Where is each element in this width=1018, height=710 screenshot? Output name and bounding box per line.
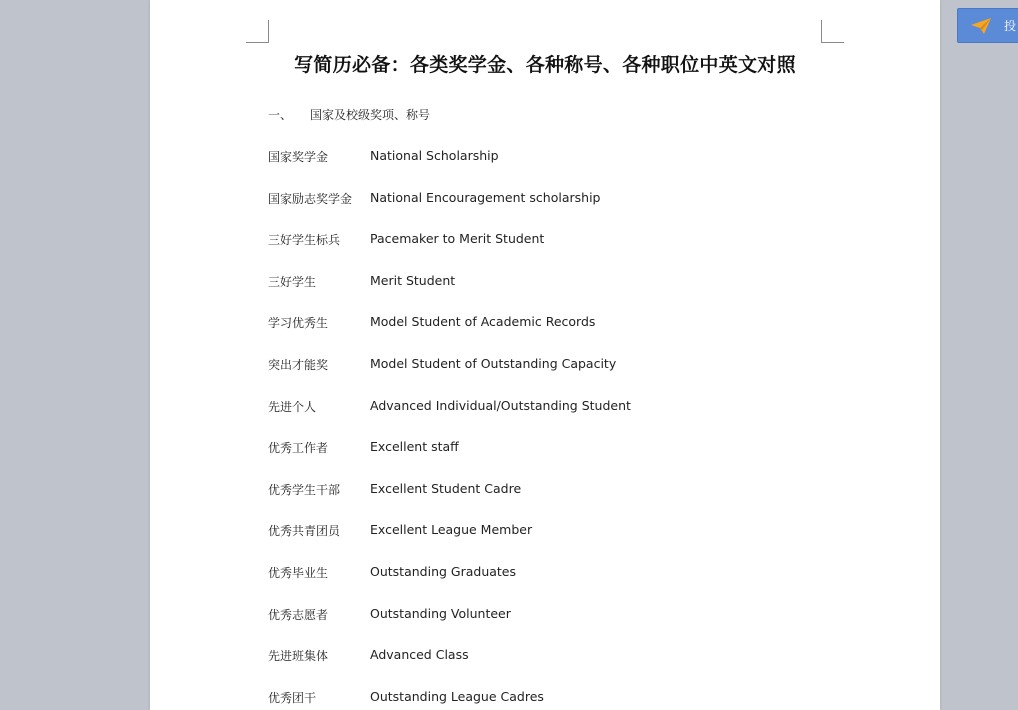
- english-term: Excellent League Member: [370, 522, 533, 538]
- list-item: [268, 564, 828, 606]
- chinese-term: 国家奖学金: [268, 150, 329, 164]
- document-title: 写简历必备：各类奖学金、各种称号、各种职位中英文对照: [294, 54, 796, 76]
- english-term: Excellent staff: [370, 439, 459, 455]
- english-term: Model Student of Academic Records: [370, 314, 596, 330]
- english-term: Model Student of Outstanding Capacity: [370, 355, 617, 371]
- translation-list: [268, 148, 828, 710]
- list-item: [268, 273, 828, 315]
- list-item: [268, 522, 828, 564]
- margin-corner-top-left: [246, 20, 269, 43]
- list-item: [268, 356, 828, 398]
- chinese-term: 优秀团干: [268, 690, 317, 705]
- list-item: [268, 481, 828, 523]
- english-term: Outstanding Volunteer: [370, 605, 511, 621]
- chinese-term: 先进个人: [268, 399, 317, 414]
- english-term: Outstanding Graduates: [370, 563, 517, 579]
- paper-plane-icon: [970, 17, 992, 35]
- list-item: [268, 606, 828, 648]
- submit-label: 投: [1004, 19, 1017, 33]
- list-item: [268, 190, 828, 232]
- english-term: National Encouragement scholarship: [370, 189, 601, 205]
- list-item: [268, 148, 828, 190]
- section-heading: [268, 106, 430, 123]
- english-term: Excellent Student Cadre: [370, 480, 522, 496]
- chinese-term: 突出才能奖: [268, 357, 329, 372]
- list-item: [268, 398, 828, 440]
- list-item: [268, 231, 828, 273]
- chinese-term: 三好学生: [268, 274, 317, 289]
- chinese-term: 优秀工作者: [268, 441, 329, 456]
- chinese-term: 优秀毕业生: [268, 565, 329, 580]
- list-item: [268, 314, 828, 356]
- english-term: Outstanding League Cadres: [370, 688, 544, 704]
- english-term: Advanced Individual/Outstanding Student: [370, 397, 631, 413]
- section-number: 一、: [268, 108, 293, 122]
- chinese-term: 优秀学生干部: [268, 482, 341, 497]
- chinese-term: 学习优秀生: [268, 316, 329, 331]
- list-item: [268, 647, 828, 689]
- english-term: Pacemaker to Merit Student: [370, 231, 545, 247]
- chinese-term: 国家励志奖学金: [268, 191, 353, 206]
- chinese-term: 先进班集体: [268, 649, 329, 664]
- list-item: [268, 689, 828, 710]
- chinese-term: 三好学生标兵: [268, 233, 341, 248]
- english-term: Advanced Class: [370, 647, 469, 663]
- margin-corner-top-right: [821, 20, 844, 43]
- document-page[interactable]: [150, 0, 940, 710]
- chinese-term: 优秀共青团员: [268, 524, 341, 539]
- section-title: 国家及校级奖项、称号: [310, 108, 431, 122]
- english-term: Merit Student: [370, 272, 456, 288]
- chinese-term: 优秀志愿者: [268, 607, 329, 622]
- english-term: National Scholarship: [370, 148, 499, 163]
- list-item: [268, 439, 828, 481]
- submit-button[interactable]: [957, 8, 1018, 43]
